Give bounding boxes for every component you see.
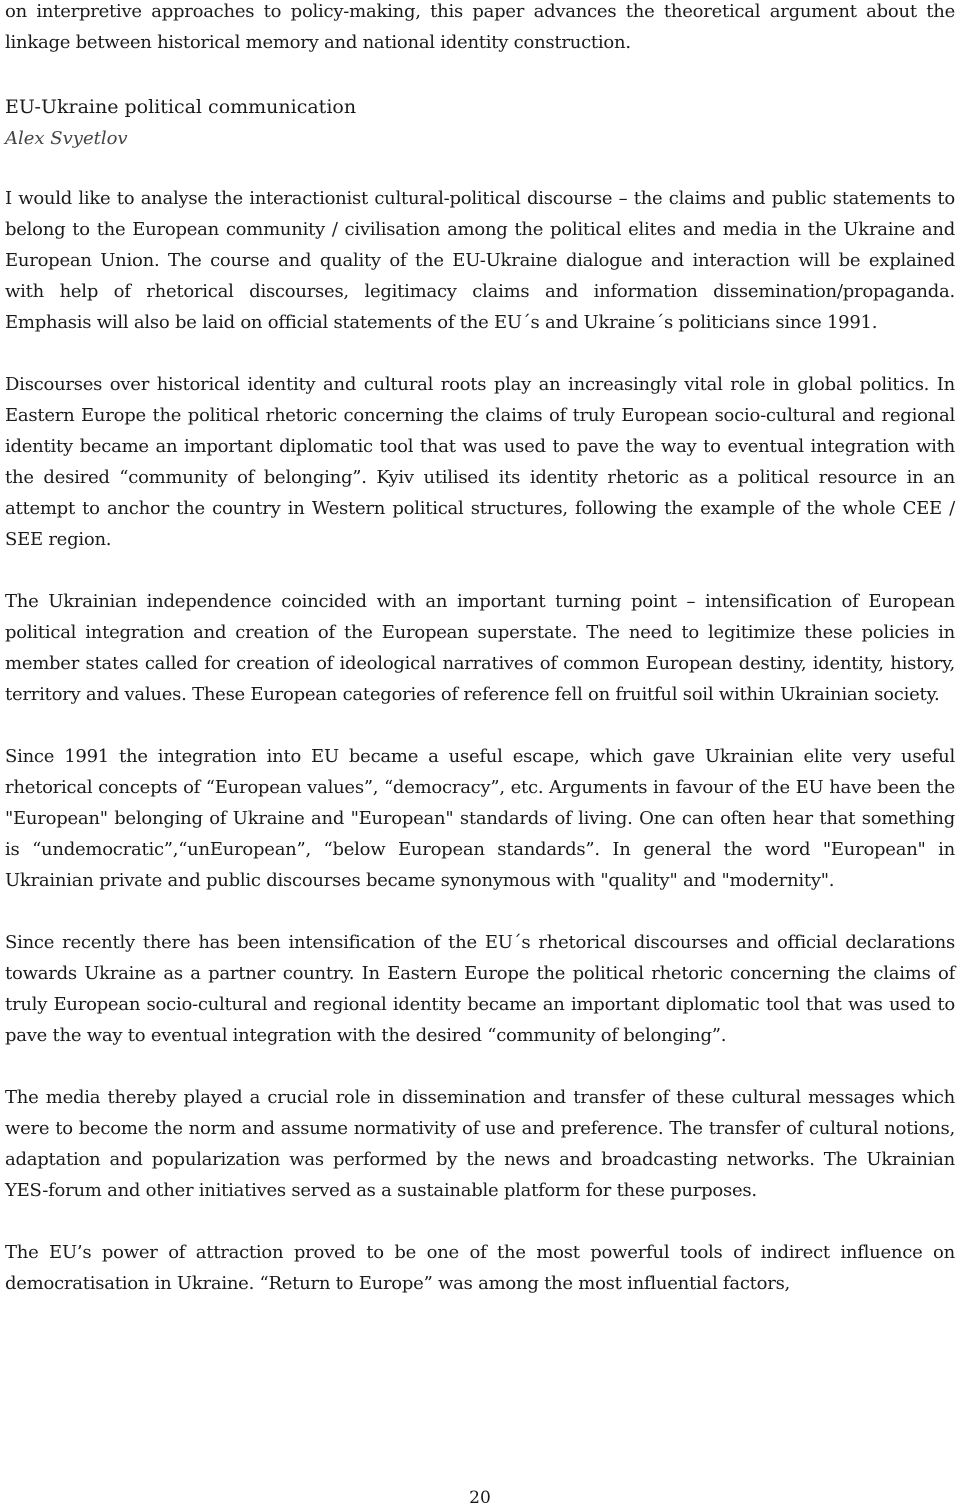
intro-paragraph: on interpretive approaches to policy-making, this paper advances the theoretical argument about the linkage between historical memory and national identity construction. <box>5 1 955 53</box>
body-paragraph: The EU’s power of attraction proved to be one of the most powerful tools of indirect influence on democratisation in Ukraine. “Return to Europe” was among the most influential factors, <box>5 1242 955 1294</box>
page-number: 20 <box>469 1488 491 1508</box>
body-paragraph: The Ukrainian independence coincided with an important turning point – intensification of European political integration and creation of the European superstate. The need to legitimize these policies in member states called for creation of ideological narratives of common European destiny, identity, history, territory and values. These European categories of reference fell on fruitful soil within Ukrainian society. <box>5 591 955 705</box>
body-paragraph: Discourses over historical identity and cultural roots play an increasingly vital role in global politics. In Eastern Europe the political rhetoric concerning the claims of truly European socio-cultural and regional identity became an important diplomatic tool that was used to pave the way to eventual integration with the desired “community of belonging”. Kyiv utilised its identity rhetoric as a political resource in an attempt to anchor the country in Western political structures, following the example of the whole CEE / SEE region. <box>5 374 955 550</box>
body-paragraph: I would like to analyse the interactionist cultural-political discourse – the claims and public statements to belong to the European community / civilisation among the political elites and media in the Ukraine and European Union. The course and quality of the EU-Ukraine dialogue and interaction will be explained with help of rhetorical discourses, legitimacy claims and information dissemination/propaganda. Emphasis will also be laid on official statements of the EU´s and Ukraine´s politicians since 1991. <box>5 188 955 333</box>
body-paragraph: Since 1991 the integration into EU became a useful escape, which gave Ukrainian elite very useful rhetorical concepts of “European values”, “democracy”, etc. Arguments in favour of the EU have been the "European" belonging of Ukraine and "European" standards of living. One can often hear that something is “undemocratic”,“unEuropean”, “below European standards”. In general the word "European" in Ukrainian private and public discourses became synonymous with "quality" and "modernity". <box>5 746 955 891</box>
body-paragraph: Since recently there has been intensification of the EU´s rhetorical discourses and official declarations towards Ukraine as a partner country. In Eastern Europe the political rhetoric concerning the claims of truly European socio-cultural and regional identity became an important diplomatic tool that was used to pave the way to eventual integration with the desired “community of belonging”. <box>5 932 955 1046</box>
document-page <box>5 0 955 1299</box>
body-paragraph: The media thereby played a crucial role in dissemination and transfer of these cultural messages which were to become the norm and assume normativity of use and preference. The transfer of cultural notions, adaptation and popularization was performed by the news and broadcasting networks. The Ukrainian YES-forum and other initiatives served as a sustainable platform for these purposes. <box>5 1087 955 1201</box>
section-author: Alex Svyetlov <box>5 128 128 149</box>
section-title: EU-Ukraine political communication <box>5 96 357 118</box>
